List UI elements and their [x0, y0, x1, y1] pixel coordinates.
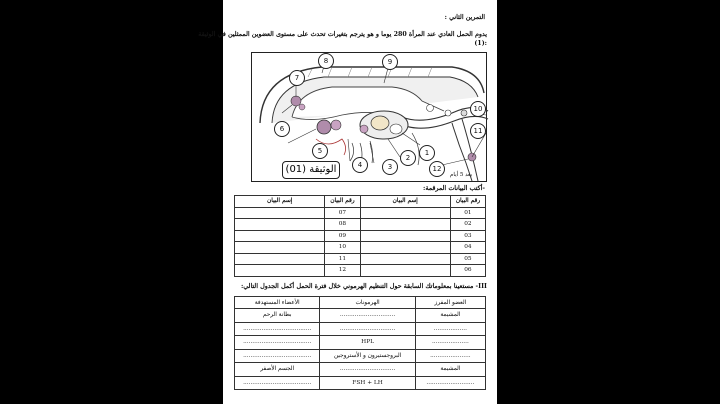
label-name-cell[interactable]: [235, 219, 325, 231]
secreting-organ-cell[interactable]: ......................: [415, 349, 485, 363]
worksheet-page: [198, 0, 497, 404]
table-header: رقم البيان: [325, 196, 360, 208]
table-header-row: [235, 297, 486, 309]
label-name-cell[interactable]: [360, 207, 450, 219]
target-organ-cell[interactable]: الجسم الأصفر: [235, 363, 320, 377]
table-row: [235, 242, 486, 254]
label-name-cell[interactable]: [235, 242, 325, 254]
document-label: الوثيقة (01): [282, 161, 340, 179]
diagram-caption: بعد 5 أيام: [450, 172, 473, 178]
secreting-organ-cell[interactable]: ..................: [415, 322, 485, 336]
table-header: إسم البيان: [235, 196, 325, 208]
hormone-cell[interactable]: البروجستيرون و الأستروجين: [320, 349, 415, 363]
label-name-cell[interactable]: [235, 230, 325, 242]
label-number-3: 3: [382, 159, 398, 175]
secreting-organ-cell[interactable]: المشيمة: [415, 363, 485, 377]
target-organ-cell[interactable]: بطانة الرحم: [235, 309, 320, 323]
label-number-cell: 12: [325, 265, 360, 277]
label-name-cell[interactable]: [360, 242, 450, 254]
table-row: [235, 309, 486, 323]
label-number-8: 8: [318, 53, 334, 69]
label-number-1: 1: [419, 145, 435, 161]
label-number-cell: 03: [450, 230, 485, 242]
document-1-diagram: [251, 52, 487, 182]
table-header: العضو المفرز: [415, 297, 485, 309]
table-row: [235, 253, 486, 265]
label-name-cell[interactable]: [235, 265, 325, 277]
label-number-7: 7: [289, 70, 305, 86]
table-row: [235, 336, 486, 350]
table-row: [235, 207, 486, 219]
label-number-6: 6: [274, 121, 290, 137]
target-organ-cell[interactable]: .....................................: [235, 322, 320, 336]
label-number-10: 10: [470, 101, 486, 117]
hormone-cell[interactable]: FSH + LH: [320, 376, 415, 390]
target-organ-cell[interactable]: .....................................: [235, 336, 320, 350]
hormone-cell[interactable]: ..............................: [320, 322, 415, 336]
target-organ-cell[interactable]: .....................................: [235, 349, 320, 363]
table-header-row: [235, 196, 486, 208]
label-number-cell: 11: [325, 253, 360, 265]
label-number-2: 2: [400, 150, 416, 166]
secreting-organ-cell[interactable]: ..........................: [415, 376, 485, 390]
target-organ-cell[interactable]: .....................................: [235, 376, 320, 390]
label-number-cell: 10: [325, 242, 360, 254]
label-number-cell: 08: [325, 219, 360, 231]
label-number-cell: 05: [450, 253, 485, 265]
label-number-5: 5: [312, 143, 328, 159]
table-row: [235, 363, 486, 377]
label-number-cell: 04: [450, 242, 485, 254]
table-row: [235, 376, 486, 390]
hormone-cell[interactable]: ..............................: [320, 363, 415, 377]
label-number-cell: 06: [450, 265, 485, 277]
label-number-cell: 01: [450, 207, 485, 219]
label-name-cell[interactable]: [235, 207, 325, 219]
table-row: [235, 322, 486, 336]
exercise-title: التمرين الثاني :: [444, 14, 485, 21]
label-name-cell[interactable]: [360, 219, 450, 231]
label-number-cell: 09: [325, 230, 360, 242]
hormones-table: [234, 296, 486, 390]
table-header: الأعضاء المستهدفة: [235, 297, 320, 309]
label-name-cell[interactable]: [360, 230, 450, 242]
label-name-cell[interactable]: [235, 253, 325, 265]
table-header: رقم البيان: [450, 196, 485, 208]
label-number-4: 4: [352, 157, 368, 173]
hormone-cell[interactable]: HPL: [320, 336, 415, 350]
table-row: [235, 230, 486, 242]
label-name-cell[interactable]: [360, 265, 450, 277]
labels-table: [234, 195, 486, 277]
label-number-11: 11: [470, 123, 486, 139]
question-3-instruction: III- مستعينا بمعلوماتك السابقة حول التنظيم الهرموني خلال فترة الحمل أكمل الجدول التالي:: [240, 283, 487, 290]
question-1-instruction: -أكتب البيانات المرقمة:: [423, 185, 485, 192]
label-name-cell[interactable]: [360, 253, 450, 265]
table-row: [235, 219, 486, 231]
table-header: إسم البيان: [360, 196, 450, 208]
exercise-intro-line2: :(1): [474, 40, 487, 47]
secreting-organ-cell[interactable]: المشيمة: [415, 309, 485, 323]
table-row: [235, 265, 486, 277]
label-number-cell: 02: [450, 219, 485, 231]
secreting-organ-cell[interactable]: ....................: [415, 336, 485, 350]
hormone-cell[interactable]: ..............................: [320, 309, 415, 323]
label-number-12: 12: [429, 161, 445, 177]
table-header: الهرمونات: [320, 297, 415, 309]
exercise-intro-line1: يدوم الحمل العادي عند المرأة 280 يوما و هو يترجم بتغيرات تحدث على مستوى العضوين الممثلين في الوثيقة: [198, 31, 487, 38]
label-number-9: 9: [382, 54, 398, 70]
table-row: [235, 349, 486, 363]
label-number-cell: 07: [325, 207, 360, 219]
